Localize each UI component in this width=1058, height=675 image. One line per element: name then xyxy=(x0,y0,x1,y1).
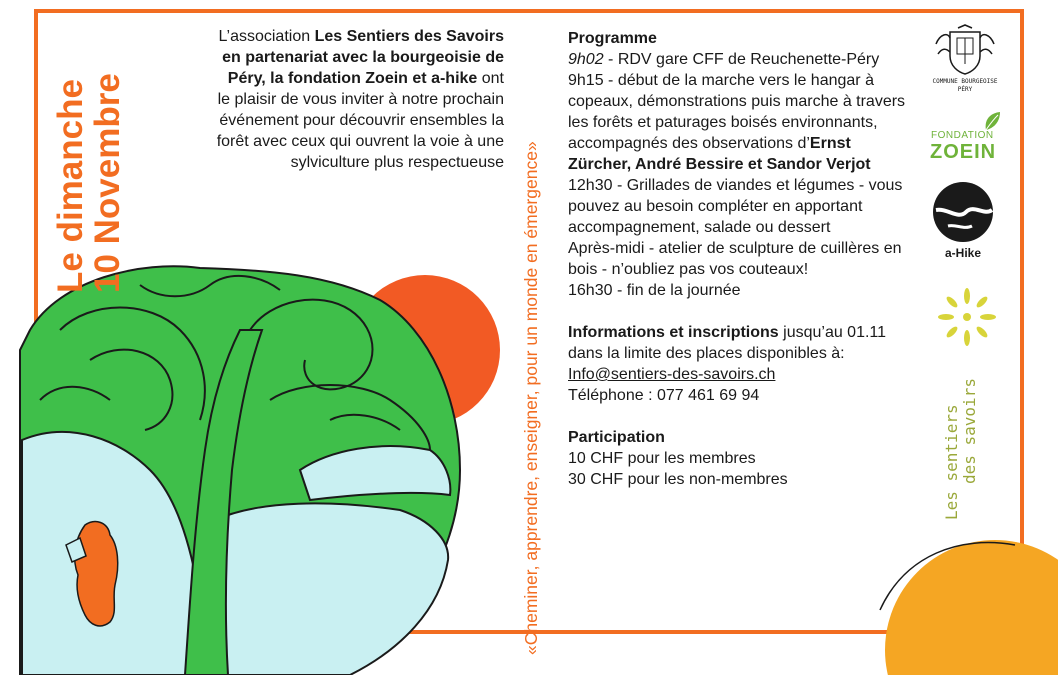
program-item-2 xyxy=(568,70,918,175)
program-text-1: - RDV gare CFF de Reuchenette-Péry xyxy=(603,51,880,68)
yellow-sun xyxy=(885,540,1058,675)
participation-heading: Participation xyxy=(568,429,665,446)
logo-commune-bourgeoise xyxy=(930,24,1000,94)
sentiers-line-1: Les sentiers xyxy=(942,404,961,520)
program-item-3: 12h30 - Grillades de viandes et légumes - vous pouvez au besoin compléter en apportant accompagnement, salade ou dessert xyxy=(568,177,903,236)
program-item-5: 16h30 - fin de la journée xyxy=(568,282,741,299)
tagline: «Cheminer, apprendre, enseigner, pour un monde en émergence» xyxy=(521,141,541,655)
price-non-members: 30 CHF pour les non-membres xyxy=(568,471,788,488)
zoein-line-2: ZOEIN xyxy=(930,141,997,163)
logo-les-sentiers-des-savoirs xyxy=(928,282,1006,522)
intro-text-2: ont le plaisir de vous inviter à notre prochain événement pour découvrir ensembles la forêt avec ceux qui ouvrent la voie à une sylviculture plus respectueuse xyxy=(216,70,504,171)
intro-paragraph xyxy=(212,26,504,173)
info-email-link[interactable]: Info@sentiers-des-savoirs.ch xyxy=(568,366,776,383)
info-heading: Informations et inscriptions xyxy=(568,324,779,341)
commune-caption-2: PÉRY xyxy=(957,86,973,93)
zoein-line-1: FONDATION xyxy=(931,130,994,141)
logo-a-hike xyxy=(928,180,998,262)
date-line-2: 10 Novembre xyxy=(88,73,127,293)
program-heading: Programme xyxy=(568,30,657,47)
program-item-1 xyxy=(568,49,918,70)
sentiers-line-2: des savoirs xyxy=(960,378,979,484)
info-text: jusqu’au 01.11 dans la limite des places disponibles à: xyxy=(568,324,887,362)
info-phone: Téléphone : 077 461 69 94 xyxy=(568,387,760,404)
program-text-2: 9h15 - début de la marche vers le hangar à copeaux, démonstrations puis marche à travers les forêts et paturages boisés environnants, accompagnés des observations d’ xyxy=(568,72,906,152)
a-hike-caption: a-Hike xyxy=(944,246,982,260)
info-paragraph xyxy=(568,322,918,364)
program-speakers: Ernst Zürcher, André Bessire et Sandor Verjot xyxy=(568,135,871,173)
coat-of-arms-icon xyxy=(930,24,1000,78)
logo-fondation-zoein xyxy=(928,110,1006,162)
leaf-icon xyxy=(928,110,1006,132)
event-date-title xyxy=(52,33,142,293)
price-members: 10 CHF pour les membres xyxy=(568,450,756,467)
program-section xyxy=(568,28,918,490)
intro-partners: Les Sentiers des Savoirs en partenariat avec la bourgeoisie de Péry, la fondation Zoein et a-hike xyxy=(222,28,504,87)
intro-text-1: L’association xyxy=(218,28,315,45)
commune-caption-1: COMMUNE BOURGEOISE xyxy=(932,78,998,85)
program-time-1: 9h02 xyxy=(568,51,604,68)
mountain-path-icon xyxy=(928,180,998,244)
date-line-1: Le dimanche xyxy=(51,79,90,293)
program-item-4: Après-midi - atelier de sculpture de cuillères en bois - n’oubliez pas vos couteaux! xyxy=(568,240,902,278)
